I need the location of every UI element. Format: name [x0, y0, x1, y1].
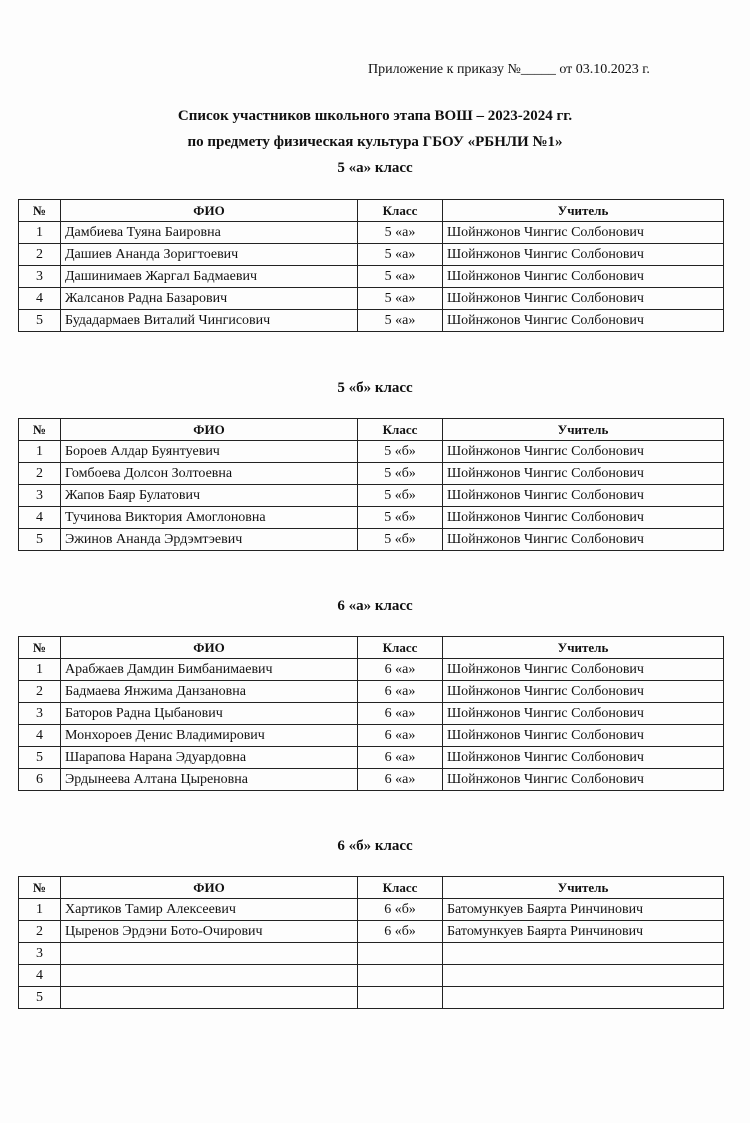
table-row [19, 507, 724, 529]
row-class: 6 «а» [358, 725, 443, 747]
row-num: 2 [19, 463, 61, 485]
col-header-num: № [19, 877, 61, 899]
row-fio: Дамбиева Туяна Баировна [61, 222, 358, 244]
row-num: 4 [19, 965, 61, 987]
table-header-row [19, 200, 724, 222]
col-header-num: № [19, 419, 61, 441]
row-teacher: Шойнжонов Чингис Солбонович [443, 485, 724, 507]
table-5a [18, 199, 724, 332]
row-teacher: Шойнжонов Чингис Солбонович [443, 463, 724, 485]
row-fio: Цыренов Эрдэни Бото-Очирович [61, 921, 358, 943]
row-fio: Будадармаев Виталий Чингисович [61, 310, 358, 332]
row-num: 2 [19, 244, 61, 266]
table-row [19, 681, 724, 703]
row-num: 3 [19, 266, 61, 288]
table-header-row [19, 877, 724, 899]
row-teacher [443, 987, 724, 1009]
row-fio [61, 943, 358, 965]
row-class: 6 «а» [358, 681, 443, 703]
row-num: 1 [19, 899, 61, 921]
row-teacher: Шойнжонов Чингис Солбонович [443, 310, 724, 332]
row-class: 6 «б» [358, 921, 443, 943]
row-class: 5 «а» [358, 310, 443, 332]
row-num: 2 [19, 921, 61, 943]
row-class: 6 «а» [358, 747, 443, 769]
table-header-row [19, 637, 724, 659]
table-row [19, 244, 724, 266]
row-num: 6 [19, 769, 61, 791]
table-5b [18, 418, 724, 551]
col-header-teacher: Учитель [443, 200, 724, 222]
row-fio: Эжинов Ананда Эрдэмтэевич [61, 529, 358, 551]
table-header-row [19, 419, 724, 441]
row-fio: Арабжаев Дамдин Бимбанимаевич [61, 659, 358, 681]
row-fio: Дашинимаев Жаргал Бадмаевич [61, 266, 358, 288]
row-class [358, 987, 443, 1009]
row-num: 5 [19, 529, 61, 551]
row-fio: Жапов Баяр Булатович [61, 485, 358, 507]
row-num: 5 [19, 310, 61, 332]
col-header-class: Класс [358, 200, 443, 222]
section-title-5a: 5 «а» класс [337, 160, 413, 176]
row-class: 6 «а» [358, 769, 443, 791]
row-num: 1 [19, 222, 61, 244]
row-class [358, 943, 443, 965]
table-row [19, 288, 724, 310]
annex-note: Приложение к приказу №_____ от 03.10.2023 г. [368, 62, 650, 77]
col-header-class: Класс [358, 419, 443, 441]
row-teacher [443, 943, 724, 965]
row-class: 5 «б» [358, 441, 443, 463]
row-teacher: Шойнжонов Чингис Солбонович [443, 507, 724, 529]
table-6b [18, 876, 724, 1009]
row-class: 5 «б» [358, 507, 443, 529]
col-header-teacher: Учитель [443, 877, 724, 899]
row-class: 5 «а» [358, 266, 443, 288]
row-num: 1 [19, 659, 61, 681]
row-num: 3 [19, 943, 61, 965]
row-class: 5 «б» [358, 463, 443, 485]
row-teacher: Шойнжонов Чингис Солбонович [443, 725, 724, 747]
row-teacher: Шойнжонов Чингис Солбонович [443, 222, 724, 244]
row-fio: Шарапова Нарана Эдуардовна [61, 747, 358, 769]
row-fio: Эрдынеева Алтана Цыреновна [61, 769, 358, 791]
col-header-teacher: Учитель [443, 637, 724, 659]
row-teacher: Шойнжонов Чингис Солбонович [443, 244, 724, 266]
col-header-num: № [19, 200, 61, 222]
row-fio: Бороев Алдар Буянтуевич [61, 441, 358, 463]
table-row [19, 310, 724, 332]
row-num: 4 [19, 725, 61, 747]
row-fio: Монхороев Денис Владимирович [61, 725, 358, 747]
row-class: 5 «а» [358, 244, 443, 266]
row-teacher: Батомункуев Баярта Ринчинович [443, 899, 724, 921]
row-class: 5 «а» [358, 222, 443, 244]
table-row [19, 725, 724, 747]
row-num: 2 [19, 681, 61, 703]
row-fio: Бадмаева Янжима Данзановна [61, 681, 358, 703]
row-class [358, 965, 443, 987]
table-row [19, 441, 724, 463]
row-class: 6 «а» [358, 703, 443, 725]
row-teacher: Шойнжонов Чингис Солбонович [443, 681, 724, 703]
row-teacher: Шойнжонов Чингис Солбонович [443, 266, 724, 288]
section-title-5b: 5 «б» класс [337, 380, 413, 396]
table-row [19, 965, 724, 987]
col-header-fio: ФИО [61, 200, 358, 222]
document-subtitle: по предмету физическая культура ГБОУ «РБНЛИ №1» [187, 134, 563, 150]
table-row [19, 463, 724, 485]
table-row [19, 266, 724, 288]
table-row [19, 987, 724, 1009]
row-class: 6 «б» [358, 899, 443, 921]
row-num: 3 [19, 485, 61, 507]
row-fio: Тучинова Виктория Амоглоновна [61, 507, 358, 529]
row-num: 1 [19, 441, 61, 463]
document-title: Список участников школьного этапа ВОШ – 2023-2024 гг. [177, 108, 573, 124]
row-num: 3 [19, 703, 61, 725]
row-teacher: Шойнжонов Чингис Солбонович [443, 288, 724, 310]
col-header-class: Класс [358, 877, 443, 899]
row-fio [61, 965, 358, 987]
col-header-fio: ФИО [61, 637, 358, 659]
row-num: 5 [19, 987, 61, 1009]
col-header-fio: ФИО [61, 877, 358, 899]
section-title-6a: 6 «а» класс [337, 598, 413, 614]
row-teacher: Шойнжонов Чингис Солбонович [443, 659, 724, 681]
row-class: 5 «б» [358, 485, 443, 507]
table-row [19, 943, 724, 965]
table-row [19, 921, 724, 943]
row-teacher: Шойнжонов Чингис Солбонович [443, 703, 724, 725]
row-fio: Гомбоева Долсон Золтоевна [61, 463, 358, 485]
table-row [19, 747, 724, 769]
table-row [19, 485, 724, 507]
row-class: 5 «б» [358, 529, 443, 551]
table-6a [18, 636, 724, 791]
table-row [19, 899, 724, 921]
row-fio: Дашиев Ананда Зоригтоевич [61, 244, 358, 266]
row-teacher: Шойнжонов Чингис Солбонович [443, 441, 724, 463]
table-row [19, 222, 724, 244]
row-teacher: Шойнжонов Чингис Солбонович [443, 769, 724, 791]
row-class: 5 «а» [358, 288, 443, 310]
row-fio [61, 987, 358, 1009]
col-header-class: Класс [358, 637, 443, 659]
row-teacher: Шойнжонов Чингис Солбонович [443, 529, 724, 551]
row-class: 6 «а» [358, 659, 443, 681]
section-title-6b: 6 «б» класс [337, 838, 413, 854]
col-header-num: № [19, 637, 61, 659]
table-row [19, 703, 724, 725]
row-teacher: Батомункуев Баярта Ринчинович [443, 921, 724, 943]
row-teacher [443, 965, 724, 987]
row-teacher: Шойнжонов Чингис Солбонович [443, 747, 724, 769]
row-num: 4 [19, 507, 61, 529]
table-row [19, 529, 724, 551]
row-num: 5 [19, 747, 61, 769]
table-row [19, 659, 724, 681]
row-fio: Хартиков Тамир Алексеевич [61, 899, 358, 921]
col-header-fio: ФИО [61, 419, 358, 441]
row-num: 4 [19, 288, 61, 310]
row-fio: Баторов Радна Цыбанович [61, 703, 358, 725]
col-header-teacher: Учитель [443, 419, 724, 441]
row-fio: Жалсанов Радна Базарович [61, 288, 358, 310]
table-row [19, 769, 724, 791]
